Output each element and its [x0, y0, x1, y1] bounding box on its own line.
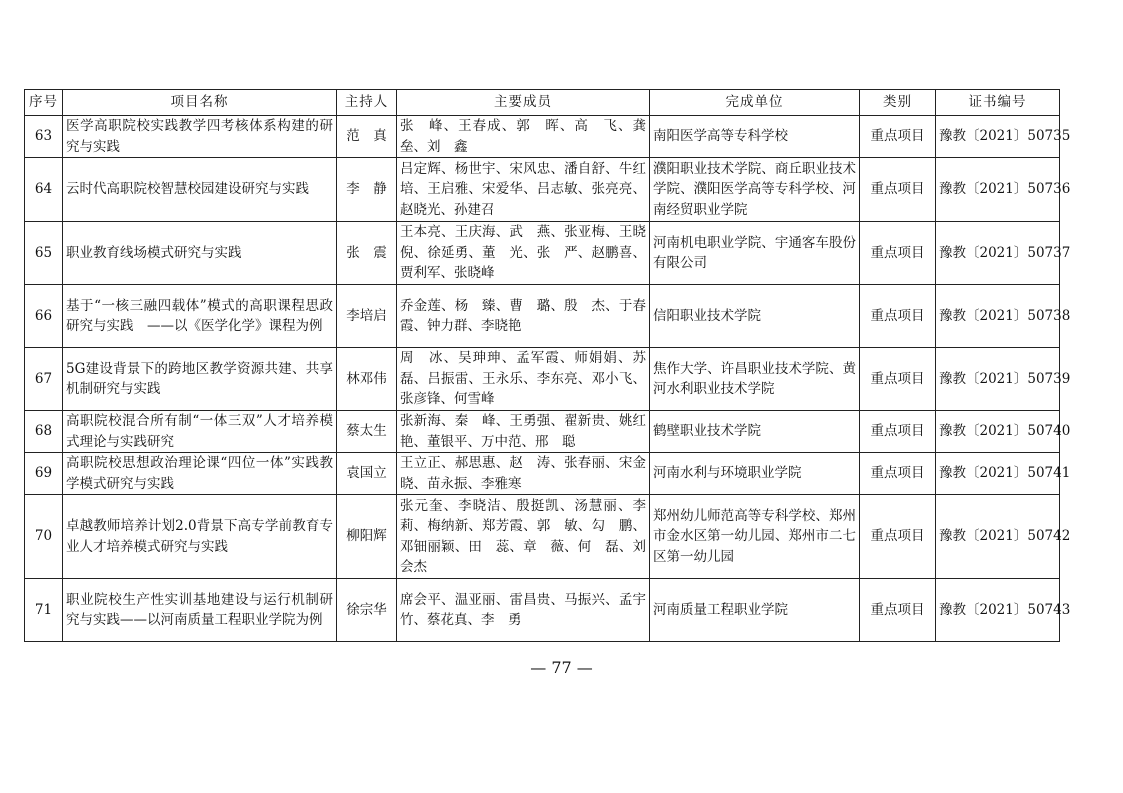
cell-project-name: 云时代高职院校智慧校园建设研究与实践	[63, 158, 337, 222]
header-no: 序号	[25, 90, 63, 116]
cell-members: 席会平、温亚丽、雷昌贵、马振兴、孟宇竹、蔡花真、李 勇	[397, 579, 650, 642]
cell-host: 张 震	[337, 222, 397, 285]
cell-project-name: 高职院校混合所有制“一体三双”人才培养模式理论与实践研究	[63, 411, 337, 453]
cell-unit: 濮阳职业技术学院、商丘职业技术学院、濮阳医学高等专科学校、河南经贸职业学院	[650, 158, 860, 222]
cell-category: 重点项目	[860, 116, 936, 158]
cell-host: 袁国立	[337, 453, 397, 495]
cell-category: 重点项目	[860, 285, 936, 348]
cell-cert: 豫教〔2021〕50741	[936, 453, 1060, 495]
cell-unit: 南阳医学高等专科学校	[650, 116, 860, 158]
cell-host: 范 真	[337, 116, 397, 158]
table-row	[25, 158, 1060, 222]
cell-unit: 焦作大学、许昌职业技术学院、黄河水利职业技术学院	[650, 348, 860, 411]
cell-cert: 豫教〔2021〕50735	[936, 116, 1060, 158]
cell-cert: 豫教〔2021〕50739	[936, 348, 1060, 411]
header-category: 类别	[860, 90, 936, 116]
cell-category: 重点项目	[860, 579, 936, 642]
table-row	[25, 579, 1060, 642]
table-row	[25, 495, 1060, 579]
cell-host: 李 静	[337, 158, 397, 222]
cell-category: 重点项目	[860, 348, 936, 411]
cell-no: 69	[25, 453, 63, 495]
cell-no: 66	[25, 285, 63, 348]
table-row	[25, 411, 1060, 453]
cell-no: 68	[25, 411, 63, 453]
cell-unit: 鹤壁职业技术学院	[650, 411, 860, 453]
cell-members: 张元奎、李晓洁、殷挺凯、汤慧丽、李 莉、梅纳新、郑芳霞、郭 敏、勾 鹏、邓钿丽颖、田 蕊、章 薇、何 磊、刘会杰	[397, 495, 650, 579]
cell-no: 65	[25, 222, 63, 285]
cell-category: 重点项目	[860, 222, 936, 285]
cell-category: 重点项目	[860, 158, 936, 222]
cell-unit: 郑州幼儿师范高等专科学校、郑州市金水区第一幼儿园、郑州市二七区第一幼儿园	[650, 495, 860, 579]
cell-cert: 豫教〔2021〕50742	[936, 495, 1060, 579]
cell-members: 乔金莲、杨 臻、曹 璐、殷 杰、于春霞、钟力群、李晓艳	[397, 285, 650, 348]
cell-category: 重点项目	[860, 453, 936, 495]
cell-project-name: 卓越教师培养计划2.0背景下高专学前教育专业人才培养模式研究与实践	[63, 495, 337, 579]
cell-members: 张 峰、王春成、郭 晖、高 飞、龚 垒、刘 鑫	[397, 116, 650, 158]
cell-members: 王立正、郝思惠、赵 涛、张春丽、宋金晓、苗永振、李雅寒	[397, 453, 650, 495]
cell-project-name: 医学高职院校实践教学四考核体系构建的研究与实践	[63, 116, 337, 158]
cell-project-name: 5G建设背景下的跨地区教学资源共建、共享机制研究与实践	[63, 348, 337, 411]
cell-members: 张新海、秦 峰、王勇强、翟新贵、姚红艳、董银平、万中范、邢 聪	[397, 411, 650, 453]
table-row	[25, 348, 1060, 411]
cell-members: 周 冰、吴珅珅、孟军霞、师娟娟、苏 磊、吕振雷、王永乐、李东亮、邓小飞、张彦锋、何雪峰	[397, 348, 650, 411]
cell-category: 重点项目	[860, 495, 936, 579]
cell-cert: 豫教〔2021〕50743	[936, 579, 1060, 642]
cell-host: 徐宗华	[337, 579, 397, 642]
cell-no: 67	[25, 348, 63, 411]
cell-no: 63	[25, 116, 63, 158]
cell-host: 李培启	[337, 285, 397, 348]
cell-host: 柳阳辉	[337, 495, 397, 579]
cell-category: 重点项目	[860, 411, 936, 453]
cell-no: 70	[25, 495, 63, 579]
cell-unit: 信阳职业技术学院	[650, 285, 860, 348]
cell-members: 吕定辉、杨世宇、宋风忠、潘自舒、牛红培、王启雅、宋爱华、吕志敏、张亮亮、赵晓光、孙建召	[397, 158, 650, 222]
table-row	[25, 116, 1060, 158]
cell-no: 64	[25, 158, 63, 222]
cell-project-name: 基于“一核三融四载体”模式的高职课程思政研究与实践 ——以《医学化学》课程为例	[63, 285, 337, 348]
cell-cert: 豫教〔2021〕50738	[936, 285, 1060, 348]
cell-project-name: 职业院校生产性实训基地建设与运行机制研究与实践——以河南质量工程职业学院为例	[63, 579, 337, 642]
cell-unit: 河南机电职业学院、宇通客车股份有限公司	[650, 222, 860, 285]
cell-cert: 豫教〔2021〕50740	[936, 411, 1060, 453]
cell-cert: 豫教〔2021〕50737	[936, 222, 1060, 285]
cell-project-name: 职业教育线场模式研究与实践	[63, 222, 337, 285]
table-row	[25, 285, 1060, 348]
cell-host: 林邓伟	[337, 348, 397, 411]
cell-cert: 豫教〔2021〕50736	[936, 158, 1060, 222]
cell-host: 蔡太生	[337, 411, 397, 453]
cell-unit: 河南质量工程职业学院	[650, 579, 860, 642]
cell-project-name: 高职院校思想政治理论课“四位一体”实践教学模式研究与实践	[63, 453, 337, 495]
cell-no: 71	[25, 579, 63, 642]
table-row	[25, 222, 1060, 285]
table-row	[25, 453, 1060, 495]
header-unit: 完成单位	[650, 90, 860, 116]
table-header-row	[25, 90, 1060, 116]
header-host: 主持人	[337, 90, 397, 116]
cell-members: 王本亮、王庆海、武 燕、张亚梅、王晓倪、徐延勇、董 光、张 严、赵鹏喜、贾利军、张晓峰	[397, 222, 650, 285]
projects-table	[24, 89, 1071, 642]
header-members: 主要成员	[397, 90, 650, 116]
header-project-name: 项目名称	[63, 90, 337, 116]
page-number: — 77 —	[530, 658, 593, 677]
cell-unit: 河南水利与环境职业学院	[650, 453, 860, 495]
header-cert: 证书编号	[936, 90, 1060, 116]
